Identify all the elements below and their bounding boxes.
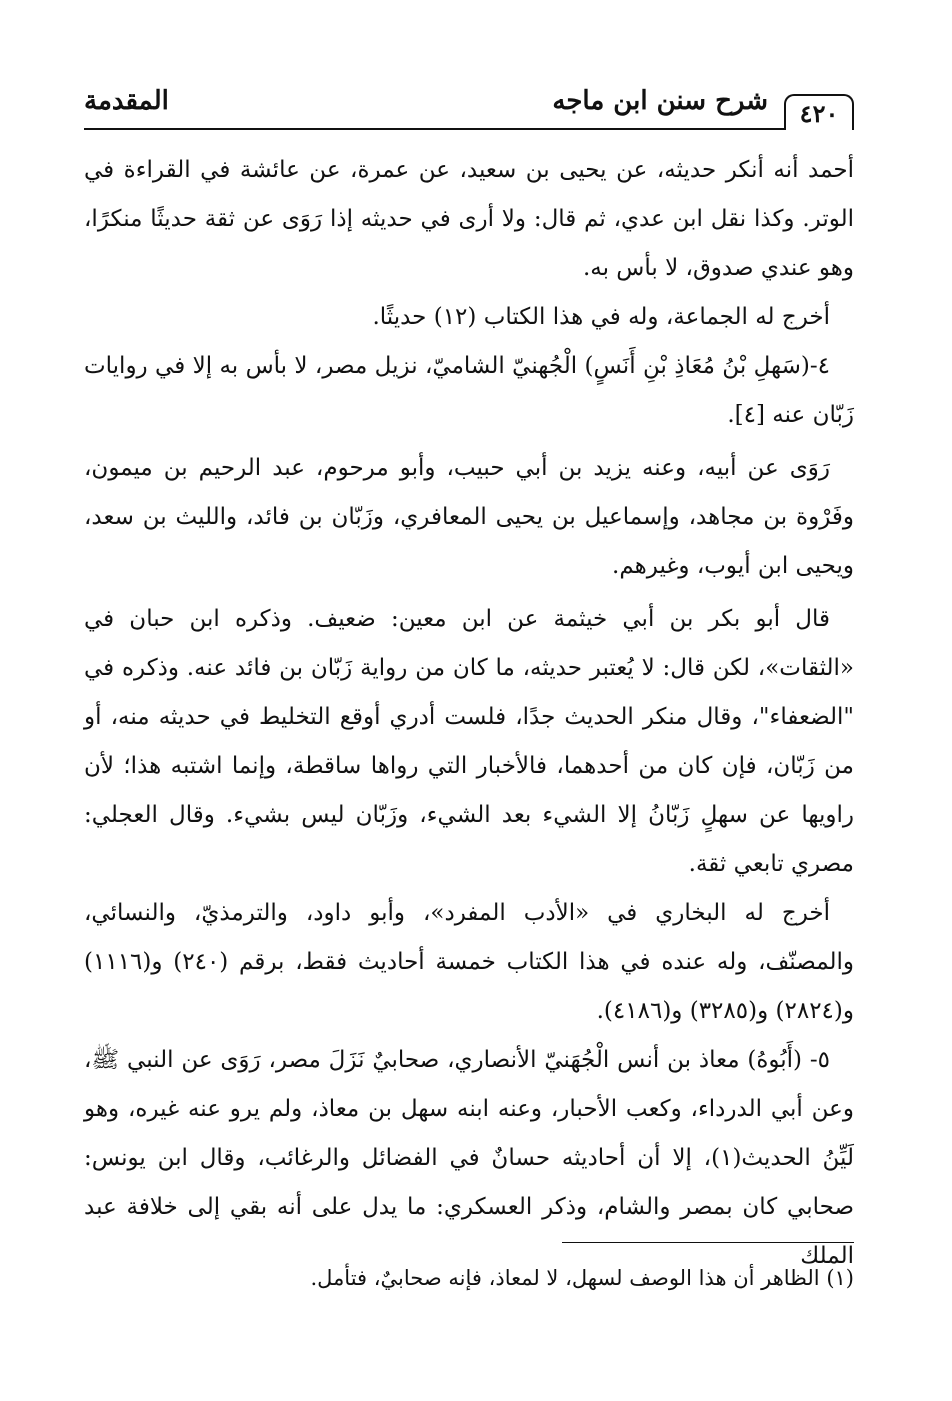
page-number: ٤٢٠ — [784, 94, 854, 130]
book-page — [84, 82, 854, 1322]
section-title: المقدمة — [84, 86, 169, 116]
paragraph-2: أخرج له الجماعة، وله في هذا الكتاب (١٢) حديثًا. — [372, 304, 830, 330]
paragraph-4: رَوَى عن أبيه، وعنه يزيد بن أبي حبيب، وأبو مرحوم، عبد الرحيم بن ميمون، وفَرْوة بن مجاهد، وإسماعيل بن يحيى المعافري، وزَبّان بن فائد، والليث بن سعد، ويحيى ابن أيوب، وغيرهم. — [84, 455, 854, 579]
paragraph-5: قال أبو بكر بن أبي خيثمة عن ابن معين: ضعيف. وذكره ابن حبان في «الثقات»، لكن قال: لا يُعتبر حديثه، ما كان من رواية زَبّان بن فائد عنه. وذكره في "الضعفاء"، وقال منكر الحديث جدًا، فلست أدري أوقع التخليط في حديثه منه، أو من زَبّان، فإن كان من أحدهما، فالأخبار التي رواها ساقطة، وإنما اشتبه هذا؛ لأن راويها عن سهلٍ زَبّانُ إلا الشيء بعد الشيء، وزَبّان ليس بشيء. وقال العجلي: مصري تابعي ثقة. — [84, 606, 854, 877]
paragraph-6: أخرج له البخاري في «الأدب المفرد»، وأبو داود، والترمذيّ، والنسائي، والمصنّف، وله عنده في هذا الكتاب خمسة أحاديث فقط، برقم (٢٤٠) و(١١١٦) و(٢٨٢٤) و(٣٢٨٥) و(٤١٨٦). — [84, 900, 854, 1024]
book-title: شرح سنن ابن ماجه — [552, 86, 768, 116]
footnote-divider — [562, 1242, 854, 1243]
paragraph-1: أحمد أنه أنكر حديثه، عن يحيى بن سعيد، عن عمرة، عن عائشة في القراءة في الوتر. وكذا نقل ابن عدي، ثم قال: ولا أرى في حديثه إذا رَوَى عن ثقة حديثًا منكرًا، وهو عندي صدوق، لا بأس به. — [84, 157, 854, 281]
paragraph-3-narrator-4: ٤-(سَهلِ بْنُ مُعَاذِ بْنِ أَنَسٍ) الْجُهنيّ الشاميّ، نزيل مصر، لا بأس به إلا في روايات زَبّان عنه [٤]. — [84, 353, 854, 428]
footnote: (١) الظاهر أن هذا الوصف لسهل، لا لمعاذ، فإنه صحابيٌ، فتأمل. — [310, 1266, 854, 1290]
main-text — [84, 146, 854, 1281]
paragraph-7-narrator-5: ٥- (أَبُوهُ) معاذ بن أنس الْجُهَنيّ الأنصاري، صحابيٌ نَزَلَ مصر، رَوَى عن النبي ﷺ، وعن أبي الدرداء، وكعب الأحبار، وعنه ابنه سهل بن معاذ، ولم يرو عنه غيره، وهو لَيِّنُ الحديث(١)، إلا أن أحاديثه حسانٌ في الفضائل والرغائب، وقال ابن يونس: صحابي كان بمصر والشام، وذكر العسكري: ما يدل على أنه بقي إلى خلافة عبد الملك — [84, 1047, 854, 1269]
page-header — [84, 82, 854, 130]
